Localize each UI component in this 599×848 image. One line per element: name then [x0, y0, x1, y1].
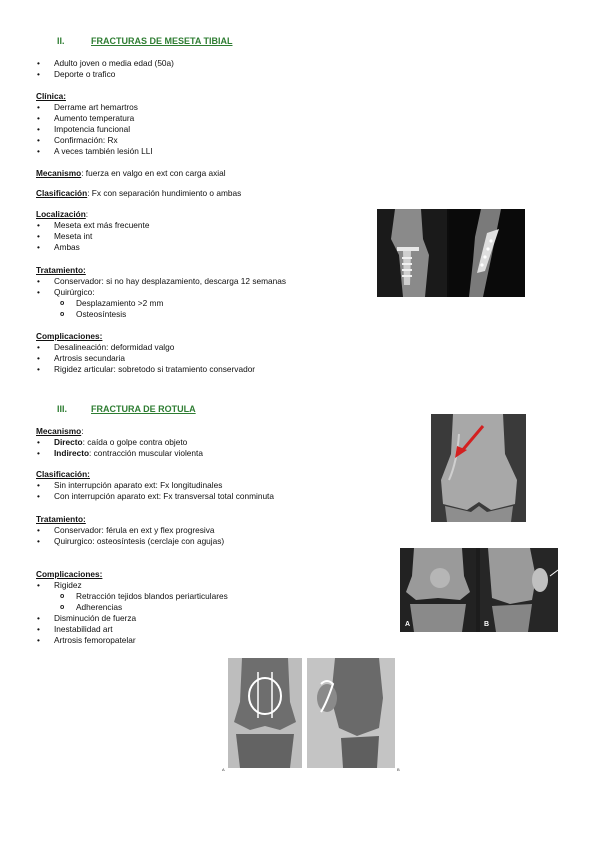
rotula-complicaciones-block — [36, 569, 228, 646]
list-item: • Inestabilidad art — [36, 624, 228, 635]
complicaciones-label: Complicaciones: — [36, 569, 103, 579]
clasificacion-text: : Fx con separación hundimiento o ambas — [87, 188, 242, 198]
clasificacion-label: Clasificación: — [36, 469, 90, 479]
complicaciones-block — [36, 331, 255, 375]
localizacion-block — [36, 209, 149, 253]
localizacion-label: Localización — [36, 209, 86, 219]
complicaciones-label: Complicaciones: — [36, 331, 103, 341]
complicaciones-list — [36, 580, 228, 591]
mecanismo-type: Indirecto — [54, 448, 90, 458]
mecanismo-label: Mecanismo — [36, 168, 82, 178]
tratamiento-sublist — [36, 298, 286, 320]
list-item: • Disminución de fuerza — [36, 613, 228, 624]
list-item: • A veces también lesión LLI — [36, 146, 153, 157]
list-item: • Quirúrgico: — [36, 287, 286, 298]
list-item: • Meseta int — [36, 231, 149, 242]
list-item — [36, 437, 203, 448]
localizacion-list — [36, 220, 149, 253]
complicaciones-sublist — [36, 591, 228, 613]
section-title: FRACTURAS DE MESETA TIBIAL — [91, 36, 233, 46]
list-item: • Conservador: si no hay desplazamiento, descarga 12 semanas — [36, 276, 286, 287]
clasificacion-line — [36, 188, 241, 199]
cerclage-ap-xray — [228, 658, 302, 768]
cerclage-lateral-xray — [307, 658, 395, 768]
section-title: FRACTURA DE ROTULA — [91, 404, 196, 414]
mecanismo-line — [36, 168, 226, 179]
clinica-list — [36, 102, 153, 157]
complicaciones-list — [36, 342, 255, 375]
mecanismo-list — [36, 437, 203, 459]
list-item: • Deporte o trafico — [36, 69, 174, 80]
patella-fracture-xray — [431, 414, 526, 522]
list-item: • Meseta ext más frecuente — [36, 220, 149, 231]
tratamiento-list — [36, 276, 286, 298]
list-item: • Aumento temperatura — [36, 113, 153, 124]
intro-list-block — [36, 58, 174, 80]
tratamiento-list — [36, 525, 224, 547]
rotula-tratamiento-block — [36, 514, 224, 547]
clinica-label: Clínica: — [36, 91, 66, 101]
list-item: • Ambas — [36, 242, 149, 253]
localizacion-colon: : — [85, 209, 89, 219]
complicaciones-list-rest — [36, 613, 228, 646]
clasificacion-label: Clasificación — [36, 188, 88, 198]
list-item: • Impotencia funcional — [36, 124, 153, 135]
list-item: • Adulto joven o media edad (50a) — [36, 58, 174, 69]
figure-label: A — [405, 621, 411, 628]
list-item — [36, 448, 203, 459]
section-number: III. — [57, 404, 68, 414]
list-item: • Sin interrupción aparato ext: Fx longitudinales — [36, 480, 274, 491]
list-item: o Adherencias — [36, 602, 228, 613]
figure-label: A — [222, 767, 225, 772]
list-item: o Retracción tejidos blandos periarticulares — [36, 591, 228, 602]
rotula-mecanismo-block — [36, 426, 203, 459]
list-item: • Conservador: férula en ext y flex progresiva — [36, 525, 224, 536]
rotula-clasificacion-block — [36, 469, 274, 502]
list-item: • Artrosis secundaria — [36, 353, 255, 364]
mecanismo-desc: : caída o golpe contra objeto — [82, 437, 188, 447]
clasificacion-list — [36, 480, 274, 502]
mecanismo-label: Mecanismo — [36, 426, 82, 436]
mecanismo-text: : fuerza en valgo en ext con carga axial — [81, 168, 226, 178]
section-heading-rotula — [57, 404, 196, 414]
figure-label: B — [397, 767, 400, 772]
mecanismo-type: Directo — [54, 437, 83, 447]
tibial-plateau-xray — [377, 209, 525, 297]
list-item: • Confirmación: Rx — [36, 135, 153, 146]
list-item: • Quirurgico: osteosíntesis (cerclaje con agujas) — [36, 536, 224, 547]
tratamiento-block — [36, 265, 286, 320]
list-item: o Desplazamiento >2 mm — [36, 298, 286, 309]
mecanismo-colon: : — [81, 426, 84, 436]
section-heading-meseta — [57, 36, 233, 46]
tratamiento-label: Tratamiento: — [36, 514, 86, 524]
list-item: • Rigidez — [36, 580, 228, 591]
tratamiento-label: Tratamiento: — [36, 265, 86, 275]
section-number: II. — [57, 36, 65, 46]
list-item: • Con interrupción aparato ext: Fx transversal total conminuta — [36, 491, 274, 502]
intro-list — [36, 58, 174, 80]
mecanismo-desc: : contracción muscular violenta — [89, 448, 203, 458]
list-item: • Artrosis femoropatelar — [36, 635, 228, 646]
list-item: • Desalineación: deformidad valgo — [36, 342, 255, 353]
list-item: • Derrame art hemartros — [36, 102, 153, 113]
list-item: • Rigidez articular: sobretodo si tratamiento conservador — [36, 364, 255, 375]
knee-ab-xray — [400, 548, 558, 632]
figure-label: B — [484, 621, 490, 628]
list-item: o Osteosíntesis — [36, 309, 286, 320]
clinica-block — [36, 91, 153, 157]
